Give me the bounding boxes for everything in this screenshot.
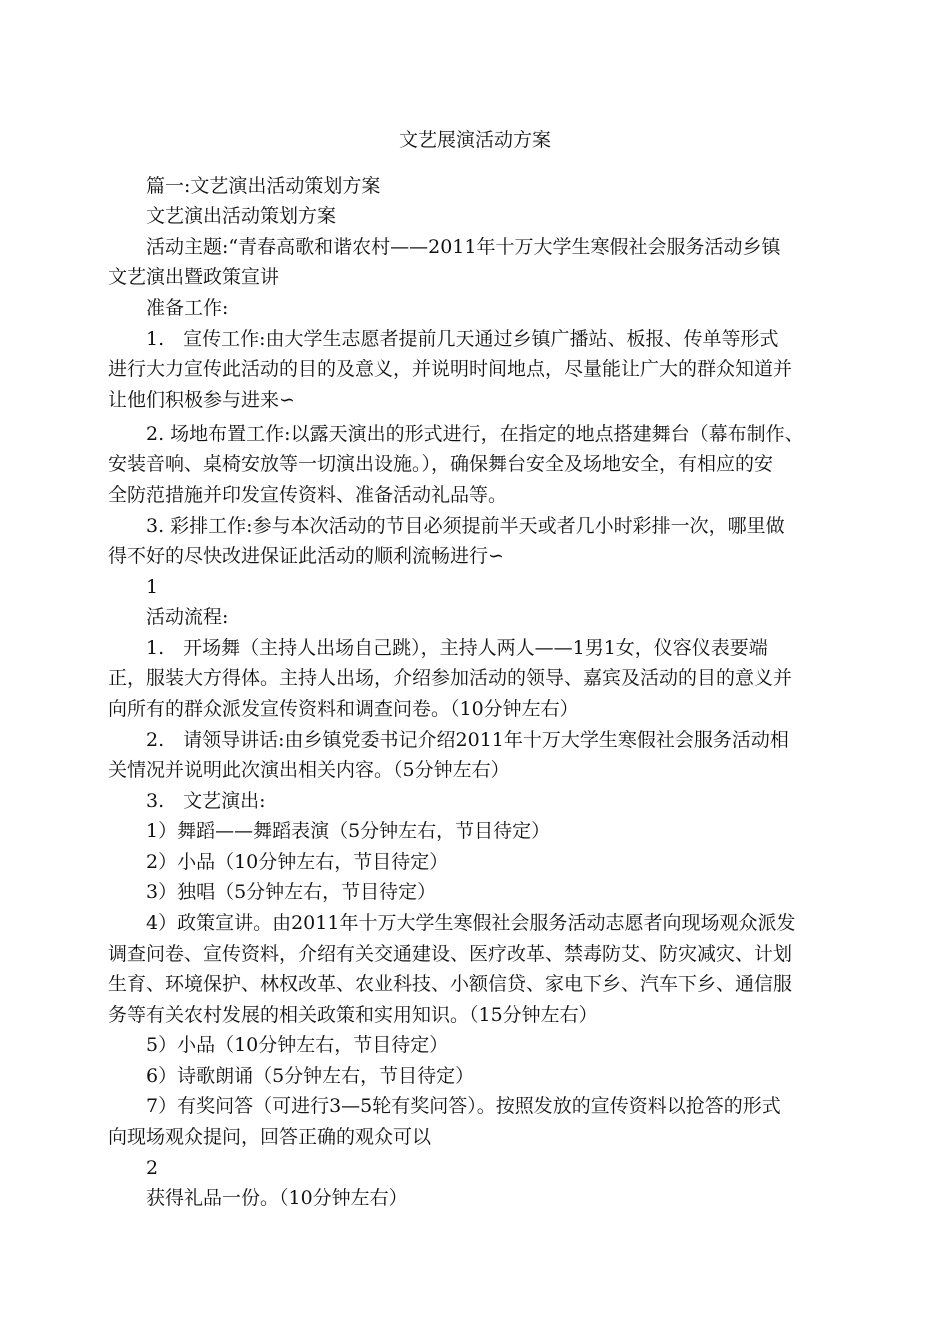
text-line: 进行大力宣传此活动的目的及意义，并说明时间地点，尽量能让广大的群众知道并 xyxy=(108,358,793,380)
text-line: 3. 彩排工作:参与本次活动的节目必须提前半天或者几小时彩排一次，哪里做 xyxy=(146,515,785,537)
text-line: 3. 文艺演出: xyxy=(146,790,266,812)
text-line: 正，服装大方得体。主持人出场，介绍参加活动的领导、嘉宾及活动的目的意义并 xyxy=(108,667,793,689)
text-line: 安装音响、桌椅安放等一切演出设施。），确保舞台安全及场地安全，有相应的安 xyxy=(108,453,774,475)
page-number: 1 xyxy=(146,576,159,598)
text-line: 调查问卷、宣传资料，介绍有关交通建设、医疗改革、禁毒防艾、防灾减灾、计划 xyxy=(108,943,793,965)
text-line: 1）舞蹈——舞蹈表演（5分钟左右，节目待定） xyxy=(146,820,551,842)
text-line: 务等有关农村发展的相关政策和实用知识。（15分钟左右） xyxy=(108,1004,598,1026)
text-line: 让他们积极参与进来∽ xyxy=(108,389,295,411)
text-line: 获得礼品一份。（10分钟左右） xyxy=(146,1187,408,1209)
page-number: 2 xyxy=(146,1157,159,1179)
text-line: 活动主题:“青春高歌和谐农村——2011年十万大学生寒假社会服务活动乡镇 xyxy=(146,236,781,258)
subheading: 文艺演出活动策划方案 xyxy=(146,205,337,227)
text-line: 2）小品（10分钟左右，节目待定） xyxy=(146,851,449,873)
text-line: 活动流程: xyxy=(146,606,229,628)
text-line: 生育、环境保护、林权改革、农业科技、小额信贷、家电下乡、汽车下乡、通信服 xyxy=(108,973,793,995)
text-line: 5）小品（10分钟左右，节目待定） xyxy=(146,1034,449,1056)
text-line: 1. 开场舞（主持人出场自己跳），主持人两人——1男1女，仪容仪表要端 xyxy=(146,637,768,659)
text-line: 1. 宣传工作:由大学生志愿者提前几天通过乡镇广播站、板报、传单等形式 xyxy=(146,328,779,350)
text-line: 向现场观众提问，回答正确的观众可以 xyxy=(108,1126,432,1148)
text-line: 准备工作: xyxy=(146,297,229,319)
text-line: 3）独唱（5分钟左右，节目待定） xyxy=(146,881,437,903)
text-line: 全防范措施并印发宣传资料、准备活动礼品等。 xyxy=(108,484,508,506)
document-title: 文艺展演活动方案 xyxy=(398,129,551,151)
section-heading: 篇一:文艺演出活动策划方案 xyxy=(146,175,381,197)
text-line: 2. 请领导讲话:由乡镇党委书记介绍2011年十万大学生寒假社会服务活动相 xyxy=(146,729,789,751)
text-line: 向所有的群众派发宣传资料和调查问卷。（10分钟左右） xyxy=(108,698,579,720)
text-line: 得不好的尽快改进保证此活动的顺利流畅进行∽ xyxy=(108,545,504,567)
text-line: 6）诗歌朗诵（5分钟左右，节目待定） xyxy=(146,1065,475,1087)
text-line: 2. 场地布置工作:以露天演出的形式进行，在指定的地点搭建舞台（幕布制作、 xyxy=(146,423,804,445)
text-line: 7）有奖问答（可进行3—5轮有奖问答）。按照发放的宣传资料以抢答的形式 xyxy=(146,1095,781,1117)
text-line: 关情况并说明此次演出相关内容。（5分钟左右） xyxy=(108,759,510,781)
text-line: 文艺演出暨政策宣讲 xyxy=(108,266,280,288)
text-line: 4）政策宣讲。由2011年十万大学生寒假社会服务活动志愿者向现场观众派发 xyxy=(146,912,796,934)
